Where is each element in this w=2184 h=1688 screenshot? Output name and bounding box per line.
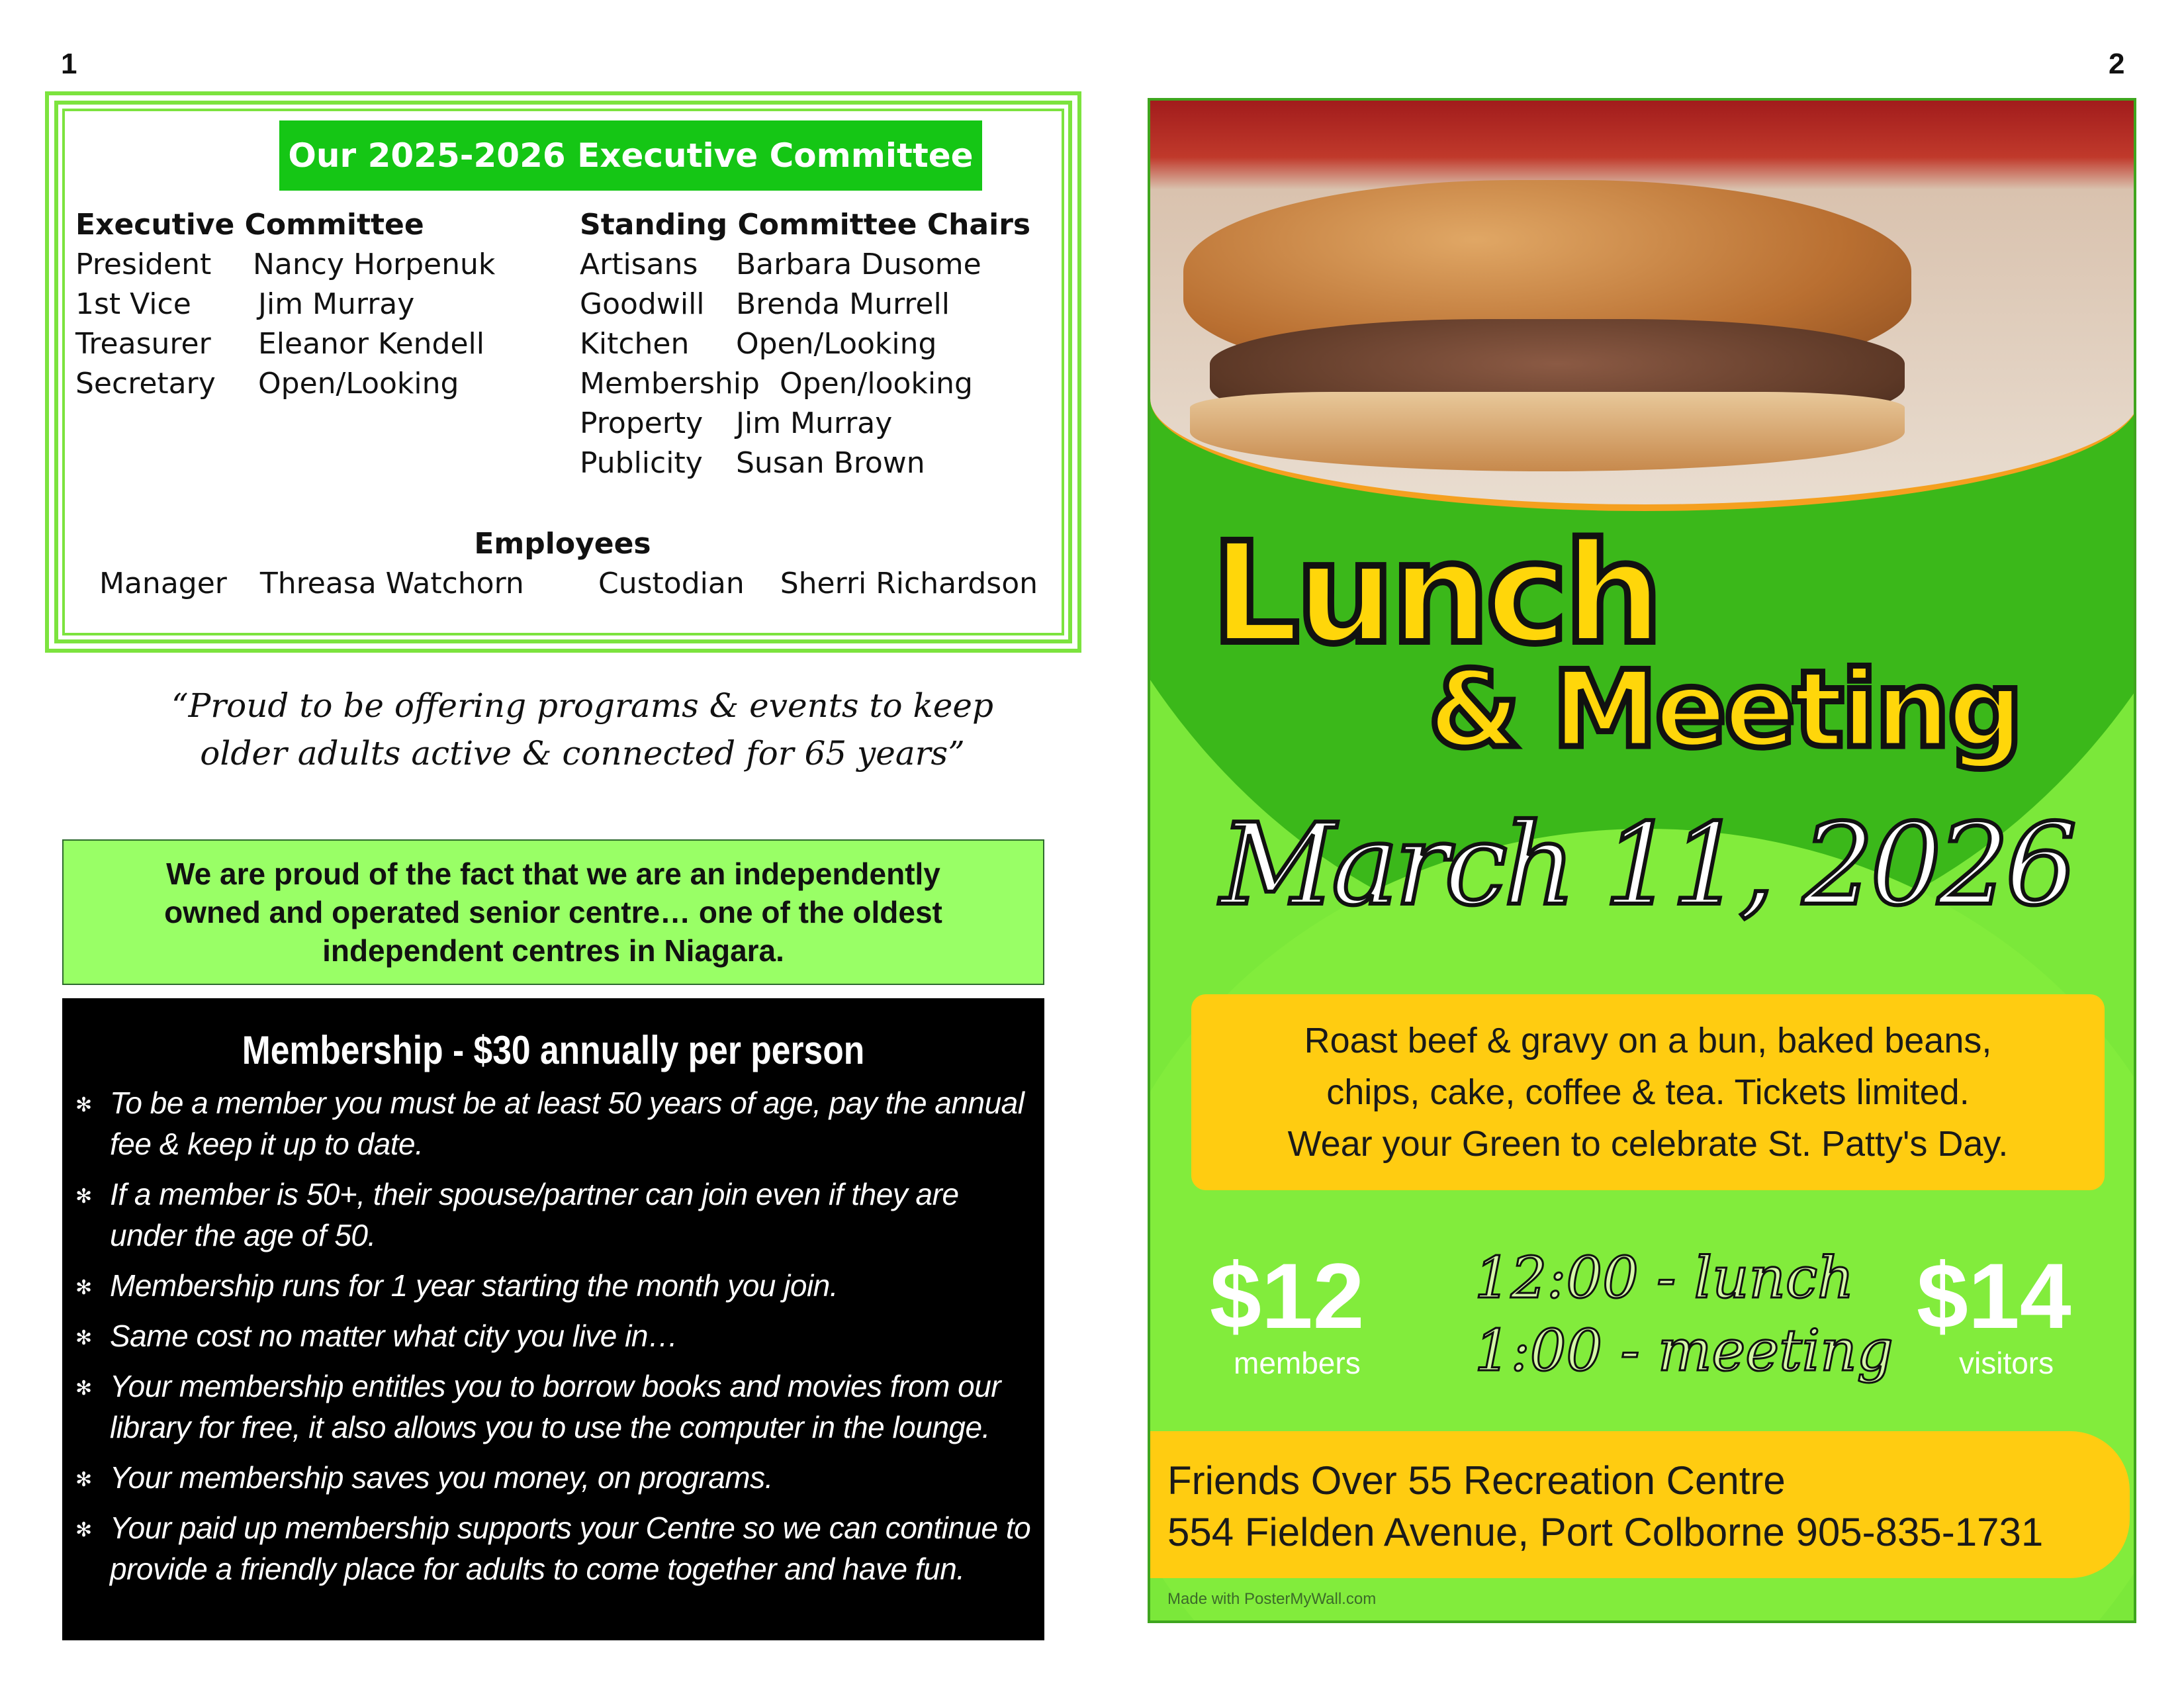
employees-heading: Employees bbox=[474, 527, 651, 561]
quote-line: “Proud to be offering programs & events to keep bbox=[171, 686, 993, 725]
exec-member-row bbox=[75, 287, 415, 321]
chair-name: Jim Murray bbox=[736, 406, 893, 440]
employee-row bbox=[99, 567, 524, 600]
employee-row bbox=[598, 567, 1038, 600]
members-label: members bbox=[1234, 1346, 1361, 1380]
exec-name: Nancy Horpenuk bbox=[253, 248, 496, 281]
list-item bbox=[75, 1265, 1031, 1306]
address-line: 554 Fielden Avenue, Port Colborne 905-835-1731 bbox=[1167, 1510, 2044, 1554]
made-with-credit: Made with PosterMyWall.com bbox=[1167, 1590, 1377, 1608]
exec-role: Treasurer bbox=[75, 327, 211, 361]
independent-line: We are proud of the fact that we are an independently bbox=[166, 857, 940, 891]
independent-centre-box bbox=[62, 839, 1044, 985]
employee-name: Threasa Watchorn bbox=[259, 567, 524, 600]
membership-box bbox=[62, 998, 1044, 1640]
list-item bbox=[75, 1366, 1031, 1448]
asterisk-icon: ✻ bbox=[75, 1186, 92, 1207]
chair-role: Property bbox=[580, 406, 704, 440]
members-price: $12 bbox=[1210, 1244, 1365, 1348]
membership-item-text: If a member is 50+, their spouse/partner can join even if they are under the age of 50. bbox=[110, 1177, 959, 1252]
membership-item-text: Same cost no matter what city you live in… bbox=[110, 1319, 678, 1353]
menu-line: Roast beef & gravy on a bun, baked beans, bbox=[1304, 1021, 1992, 1060]
chair-name: Barbara Dusome bbox=[736, 248, 981, 281]
address-box bbox=[1148, 1431, 2130, 1578]
chair-row bbox=[580, 327, 937, 361]
chair-name: Open/looking bbox=[780, 367, 973, 400]
membership-item-text: Your membership saves you money, on programs. bbox=[110, 1460, 773, 1495]
page-number-left: 1 bbox=[61, 48, 77, 80]
chair-row bbox=[580, 406, 893, 440]
menu-line: Wear your Green to celebrate St. Patty's Day. bbox=[1287, 1124, 2009, 1164]
chair-row bbox=[580, 367, 973, 400]
exec-role: Secretary bbox=[75, 367, 216, 400]
membership-item-text: Your paid up membership supports your Centre so we can continue to provide a friendly place for adults to come together and have fun. bbox=[110, 1511, 1031, 1586]
independent-line: owned and operated senior centre… one of the oldest bbox=[164, 895, 942, 929]
membership-title: Membership - $30 annually per person bbox=[242, 1028, 865, 1072]
exec-member-row bbox=[75, 248, 496, 281]
chair-role: Goodwill bbox=[580, 287, 705, 321]
list-item bbox=[75, 1507, 1031, 1589]
poster-date: March 11, 2026 bbox=[1220, 800, 2073, 931]
exec-name: Open/Looking bbox=[258, 367, 459, 400]
exec-role: 1st Vice bbox=[75, 287, 191, 321]
poster-headline-lunch: Lunch bbox=[1211, 512, 1659, 675]
address-line: Friends Over 55 Recreation Centre bbox=[1167, 1458, 1786, 1503]
poster-headline-meeting: & Meeting bbox=[1428, 647, 2021, 771]
standing-committee-heading: Standing Committee Chairs bbox=[580, 208, 1031, 242]
chair-role: Membership bbox=[580, 367, 760, 400]
membership-item-text: Your membership entitles you to borrow books and movies from our library for free, it also allows you to use the computer in the lounge. bbox=[110, 1369, 1001, 1444]
executive-committee-box bbox=[45, 91, 1081, 653]
visitors-label: visitors bbox=[1959, 1346, 2054, 1380]
asterisk-icon: ✻ bbox=[75, 1469, 92, 1491]
menu-line: chips, cake, coffee & tea. Tickets limited. bbox=[1326, 1072, 1970, 1112]
chair-role: Publicity bbox=[580, 446, 703, 480]
chair-row bbox=[580, 446, 925, 480]
asterisk-icon: ✻ bbox=[75, 1519, 92, 1541]
employee-role: Custodian bbox=[598, 567, 745, 600]
lunch-meeting-poster bbox=[1148, 98, 2136, 1623]
membership-list bbox=[75, 1082, 1031, 1589]
exec-member-row bbox=[75, 367, 459, 400]
membership-item-text: To be a member you must be at least 50 years of age, pay the annual fee & keep it up to date. bbox=[110, 1086, 1024, 1161]
bun-shape bbox=[1190, 392, 1905, 471]
visitors-price: $14 bbox=[1917, 1244, 2071, 1348]
exec-name: Eleanor Kendell bbox=[258, 327, 485, 361]
chair-name: Open/Looking bbox=[736, 327, 937, 361]
menu-box bbox=[1191, 994, 2105, 1190]
chair-role: Artisans bbox=[580, 248, 698, 281]
mission-quote bbox=[99, 682, 1066, 777]
meeting-time: 1:00 - meeting bbox=[1475, 1318, 1893, 1384]
asterisk-icon: ✻ bbox=[75, 1094, 92, 1116]
asterisk-icon: ✻ bbox=[75, 1327, 92, 1349]
chair-name: Susan Brown bbox=[736, 446, 925, 480]
list-item bbox=[75, 1174, 1031, 1256]
employee-name: Sherri Richardson bbox=[780, 567, 1038, 600]
executive-committee-title: Our 2025-2026 Executive Committee bbox=[279, 120, 982, 191]
asterisk-icon: ✻ bbox=[75, 1378, 92, 1399]
employee-role: Manager bbox=[99, 567, 227, 600]
independent-line: independent centres in Niagara. bbox=[322, 933, 784, 968]
page-number-right: 2 bbox=[2109, 48, 2125, 80]
list-item bbox=[75, 1315, 1031, 1356]
chair-role: Kitchen bbox=[580, 327, 690, 361]
chair-row bbox=[580, 287, 950, 321]
chair-name: Brenda Murrell bbox=[736, 287, 950, 321]
list-item bbox=[75, 1082, 1031, 1164]
executive-committee-heading: Executive Committee bbox=[75, 208, 424, 242]
asterisk-icon: ✻ bbox=[75, 1277, 92, 1299]
list-item bbox=[75, 1457, 1031, 1498]
exec-name: Jim Murray bbox=[258, 287, 415, 321]
exec-role: President bbox=[75, 248, 212, 281]
exec-member-row bbox=[75, 327, 485, 361]
lunch-time: 12:00 - lunch bbox=[1475, 1245, 1854, 1311]
chair-row bbox=[580, 248, 981, 281]
membership-item-text: Membership runs for 1 year starting the month you join. bbox=[110, 1268, 839, 1303]
sandwich-photo bbox=[1150, 101, 2136, 511]
quote-line: older adults active & connected for 65 years” bbox=[200, 734, 965, 773]
